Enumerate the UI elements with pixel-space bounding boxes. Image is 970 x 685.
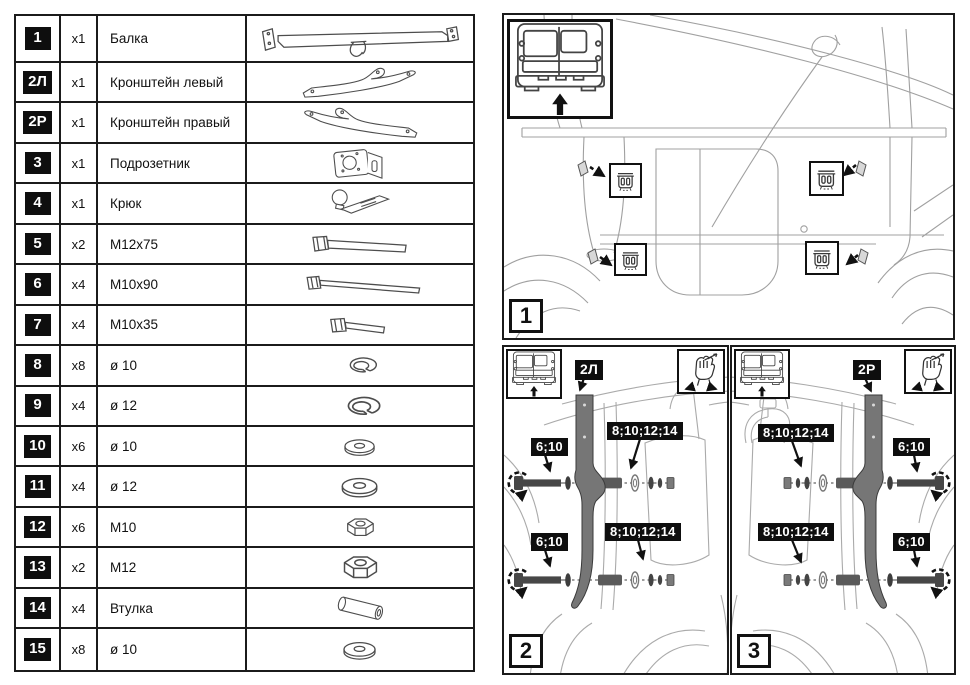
van-rear-view-icon xyxy=(508,351,560,397)
part-id-badge: 9 xyxy=(25,394,51,417)
stack-callout-label: 8;10;12;14 xyxy=(605,523,681,541)
bolt-callout-label: 6;10 xyxy=(893,533,930,551)
part-image-cell xyxy=(247,629,473,670)
part-name: ø 12 xyxy=(98,387,247,425)
hex-nut-icon xyxy=(249,509,471,545)
bracket-tag-label: 2Р xyxy=(853,360,881,380)
part-qty: x2 xyxy=(61,548,98,586)
bracket-tag-label: 2Л xyxy=(575,360,603,380)
part-name: M10x90 xyxy=(98,265,247,303)
part-id-badge: 2Л xyxy=(23,71,52,94)
part-qty: x4 xyxy=(61,589,98,627)
part-name: M12 xyxy=(98,548,247,586)
table-row xyxy=(16,467,473,507)
step-panel-1 xyxy=(502,13,955,340)
part-image-cell xyxy=(247,103,473,141)
step-number: 3 xyxy=(737,634,771,668)
part-qty: x1 xyxy=(61,144,98,182)
table-row xyxy=(16,306,473,346)
van-rear-view-icon xyxy=(736,351,788,397)
hex-nut-icon xyxy=(249,549,471,585)
part-id-cell xyxy=(16,508,61,546)
part-name: M10x35 xyxy=(98,306,247,344)
table-row xyxy=(16,144,473,184)
spring-washer-icon xyxy=(249,347,471,383)
plug-grommet-icon xyxy=(813,165,840,192)
part-image-cell xyxy=(247,184,473,222)
part-id-badge: 7 xyxy=(25,314,51,337)
part-id-cell xyxy=(16,103,61,141)
part-image-cell xyxy=(247,144,473,182)
part-id-badge: 4 xyxy=(25,192,51,215)
table-row xyxy=(16,508,473,548)
table-row xyxy=(16,387,473,427)
stack-callout-label: 8;10;12;14 xyxy=(758,523,834,541)
part-id-badge: 14 xyxy=(24,597,51,620)
bolt-icon xyxy=(249,307,471,343)
part-id-badge: 2Р xyxy=(23,111,51,134)
part-qty: x2 xyxy=(61,225,98,263)
part-name: ø 10 xyxy=(98,346,247,384)
hand-tool-callout xyxy=(677,349,725,394)
part-id-cell xyxy=(16,589,61,627)
flat-washer-icon xyxy=(249,630,471,669)
bracket-right-icon xyxy=(249,104,471,140)
plug-grommet-icon xyxy=(613,167,638,194)
bolt-callout-label: 6;10 xyxy=(531,533,568,551)
step-panel-2 xyxy=(502,345,729,675)
part-id-cell xyxy=(16,387,61,425)
part-id-cell xyxy=(16,184,61,222)
part-qty: x8 xyxy=(61,629,98,670)
table-row xyxy=(16,16,473,63)
van-rear-view-icon xyxy=(510,22,610,116)
part-qty: x4 xyxy=(61,306,98,344)
part-name: ø 12 xyxy=(98,467,247,505)
part-name: Крюк xyxy=(98,184,247,222)
part-id-badge: 11 xyxy=(25,475,51,498)
plug-callout-box xyxy=(614,243,647,276)
table-row xyxy=(16,103,473,143)
table-row xyxy=(16,629,473,670)
part-name: Кронштейн левый xyxy=(98,63,247,101)
vehicle-rear-inset xyxy=(507,19,613,119)
bolt-icon xyxy=(249,226,471,262)
bracket-left-icon xyxy=(249,64,471,100)
table-row xyxy=(16,63,473,103)
stack-callout-label: 8;10;12;14 xyxy=(607,422,683,440)
tow-hook-icon xyxy=(249,185,471,221)
part-id-badge: 15 xyxy=(24,638,51,661)
part-id-cell xyxy=(16,16,61,61)
part-id-cell xyxy=(16,265,61,303)
part-name: Кронштейн правый xyxy=(98,103,247,141)
bushing-icon xyxy=(249,590,471,626)
vehicle-rear-inset xyxy=(734,349,790,399)
hand-tool-callout xyxy=(904,349,952,394)
part-name: Подрозетник xyxy=(98,144,247,182)
part-id-badge: 12 xyxy=(24,516,51,539)
table-row xyxy=(16,589,473,629)
flat-washer-icon xyxy=(249,468,471,504)
part-id-badge: 1 xyxy=(25,27,51,50)
part-image-cell xyxy=(247,346,473,384)
table-row xyxy=(16,548,473,588)
plug-grommet-icon xyxy=(618,247,643,272)
part-image-cell xyxy=(247,548,473,586)
part-id-badge: 6 xyxy=(25,273,51,296)
bolt-callout-label: 6;10 xyxy=(893,438,930,456)
part-id-cell xyxy=(16,144,61,182)
table-row xyxy=(16,346,473,386)
table-row xyxy=(16,184,473,224)
step-number: 2 xyxy=(509,634,543,668)
plug-callout-box xyxy=(809,161,844,196)
part-image-cell xyxy=(247,387,473,425)
part-qty: x1 xyxy=(61,103,98,141)
part-name: Балка xyxy=(98,16,247,61)
part-qty: x4 xyxy=(61,467,98,505)
part-name: ø 10 xyxy=(98,427,247,465)
bolt-assembly xyxy=(509,570,675,591)
bolt-icon xyxy=(249,266,471,302)
part-image-cell xyxy=(247,225,473,263)
beam-icon xyxy=(249,17,471,60)
part-image-cell xyxy=(247,467,473,505)
part-qty: x4 xyxy=(61,265,98,303)
plug-callout-box xyxy=(805,241,839,275)
part-qty: x1 xyxy=(61,184,98,222)
hand-tool-icon xyxy=(679,351,723,392)
part-id-cell xyxy=(16,629,61,670)
part-image-cell xyxy=(247,589,473,627)
part-image-cell xyxy=(247,427,473,465)
spring-washer-icon xyxy=(249,388,471,424)
bolt-callout-label: 6;10 xyxy=(531,438,568,456)
parts-table xyxy=(14,14,475,672)
part-id-badge: 3 xyxy=(25,152,51,175)
part-id-badge: 5 xyxy=(25,233,51,256)
part-name: M10 xyxy=(98,508,247,546)
part-name: M12x75 xyxy=(98,225,247,263)
part-qty: x1 xyxy=(61,16,98,61)
table-row xyxy=(16,265,473,305)
plug-grommet-icon xyxy=(809,245,835,271)
part-qty: x1 xyxy=(61,63,98,101)
part-name: ø 10 xyxy=(98,629,247,670)
part-id-cell xyxy=(16,427,61,465)
part-name: Втулка xyxy=(98,589,247,627)
flat-washer-icon xyxy=(249,428,471,464)
part-id-cell xyxy=(16,467,61,505)
part-id-cell xyxy=(16,548,61,586)
socket-plate-icon xyxy=(249,145,471,181)
step-number: 1 xyxy=(509,299,543,333)
part-qty: x6 xyxy=(61,427,98,465)
hand-tool-icon xyxy=(906,351,950,392)
part-id-badge: 13 xyxy=(24,556,51,579)
part-id-cell xyxy=(16,225,61,263)
part-id-cell xyxy=(16,63,61,101)
part-image-cell xyxy=(247,508,473,546)
part-image-cell xyxy=(247,63,473,101)
table-row xyxy=(16,427,473,467)
part-image-cell xyxy=(247,306,473,344)
plug-callout-box xyxy=(609,163,642,198)
part-id-cell xyxy=(16,346,61,384)
part-id-cell xyxy=(16,306,61,344)
part-qty: x6 xyxy=(61,508,98,546)
part-id-badge: 8 xyxy=(25,354,51,377)
vehicle-rear-inset xyxy=(506,349,562,399)
part-id-badge: 10 xyxy=(24,435,51,458)
stack-callout-label: 8;10;12;14 xyxy=(758,424,834,442)
step-panel-3 xyxy=(730,345,956,675)
part-image-cell xyxy=(247,16,473,61)
part-qty: x8 xyxy=(61,346,98,384)
part-image-cell xyxy=(247,265,473,303)
part-qty: x4 xyxy=(61,387,98,425)
table-row xyxy=(16,225,473,265)
